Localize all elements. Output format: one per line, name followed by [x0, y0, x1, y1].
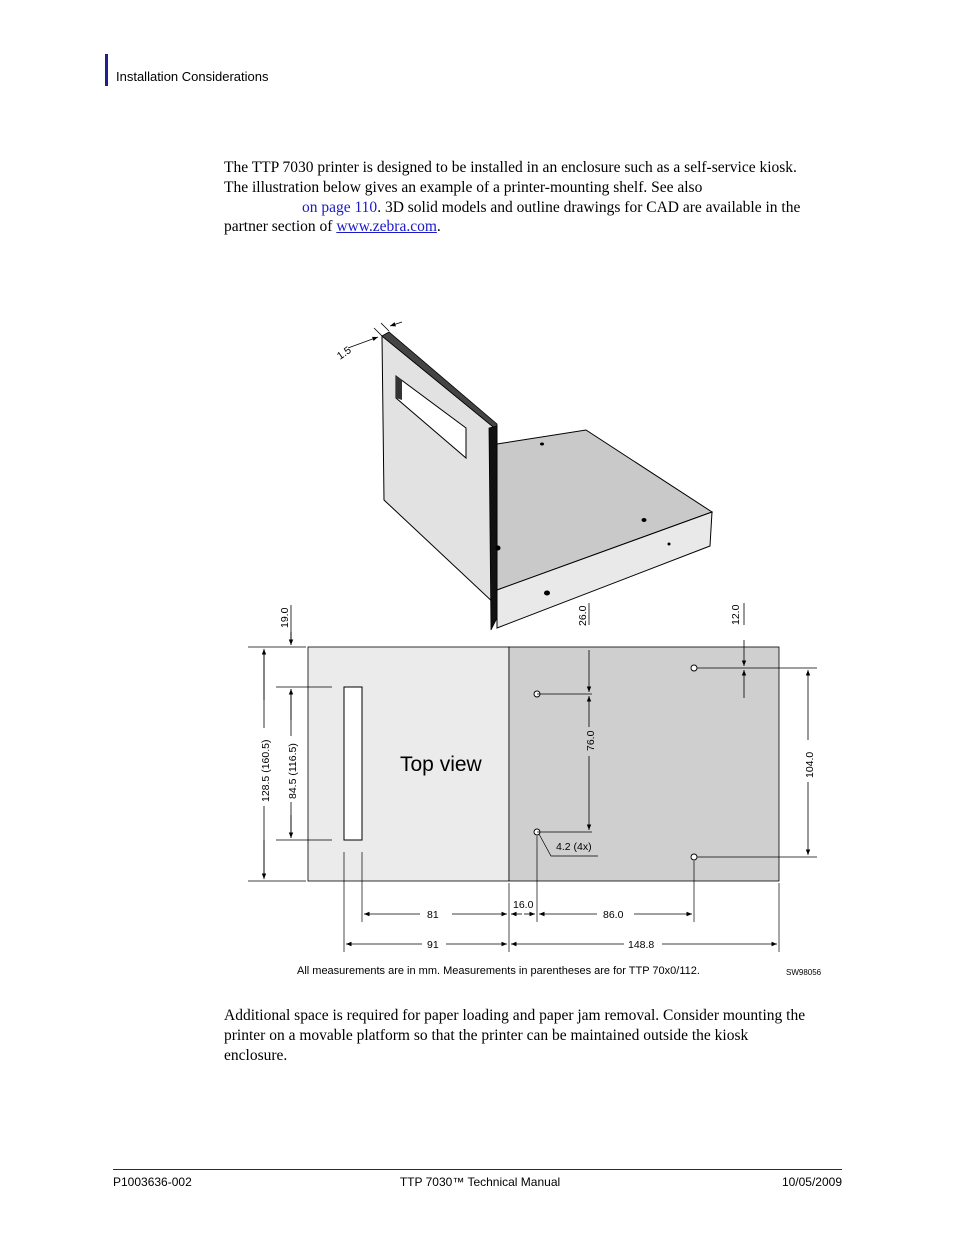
hole-3d	[642, 518, 647, 522]
dim-slot-to-bend: 81	[427, 909, 439, 921]
paper-slot-shadow	[396, 376, 402, 400]
page-reference-link[interactable]: on page 110	[302, 198, 378, 216]
dim-hole-right-top: 12.0	[730, 604, 742, 625]
hole-3d-front	[668, 543, 671, 546]
dim-hole-spacing-right: 104.0	[804, 751, 816, 778]
footer-title: TTP 7030™ Technical Manual	[399, 1175, 561, 1189]
hole-3d	[496, 546, 501, 551]
top-view-drawing	[248, 603, 817, 952]
dim-total-height: 128.5 (160.5)	[260, 739, 272, 802]
outro-line-3: enclosure.	[224, 1046, 288, 1064]
dim-top-offset: 19.0	[279, 607, 291, 628]
zebra-website-link[interactable]: www.zebra.com	[336, 218, 437, 236]
outro-line-1: Additional space is required for paper loading and paper jam removal. Consider mounting the	[224, 1007, 806, 1024]
intro-line-4-pre: partner section of	[224, 218, 337, 236]
dim-hole-spacing-vertical: 76.0	[585, 730, 597, 751]
dim-thickness-label: 1.5	[334, 344, 354, 363]
dim-hole-top: 26.0	[577, 605, 589, 626]
footer-date: 10/05/2009	[781, 1175, 842, 1189]
base-plate-area	[509, 647, 779, 881]
footer-doc-number: P1003636-002	[113, 1175, 192, 1189]
top-view-label: Top view	[400, 753, 482, 776]
mounting-hole	[691, 854, 697, 860]
intro-line-2: The illustration below gives an example of a printer-mounting shelf. See also	[224, 178, 703, 196]
hole-3d-front	[544, 591, 550, 596]
intro-line-4-post: .	[436, 218, 441, 236]
intro-line-1: The TTP 7030 printer is designed to be installed in an enclosure such as a self-service kiosk.	[224, 159, 797, 176]
dim-left-width: 91	[427, 939, 439, 951]
paper-slot-outline	[344, 687, 362, 840]
mounting-hole	[691, 665, 697, 671]
figure-id: SW98056	[786, 968, 822, 977]
bracket-3d-view	[335, 322, 712, 630]
dim-bend-to-hole: 16.0	[513, 899, 534, 911]
hole-3d	[540, 443, 544, 446]
dim-right-width: 148.8	[628, 939, 655, 951]
outro-line-2: printer on a movable platform so that the printer can be maintained outside the kiosk	[224, 1026, 749, 1044]
outro-paragraph	[224, 1006, 844, 1065]
section-header: Installation Considerations	[116, 69, 269, 84]
dim-slot-height: 84.5 (116.5)	[287, 743, 299, 799]
intro-line-3-text: . 3D solid models and outline drawings for CAD are available in the	[377, 198, 801, 216]
hole-size-label: 4.2 (4x)	[556, 841, 592, 853]
measurement-note: All measurements are in mm. Measurements in parentheses are for TTP 70x0/112.	[297, 965, 700, 977]
footer-rule	[113, 1169, 842, 1170]
dim-hole-to-hole: 86.0	[603, 909, 624, 921]
